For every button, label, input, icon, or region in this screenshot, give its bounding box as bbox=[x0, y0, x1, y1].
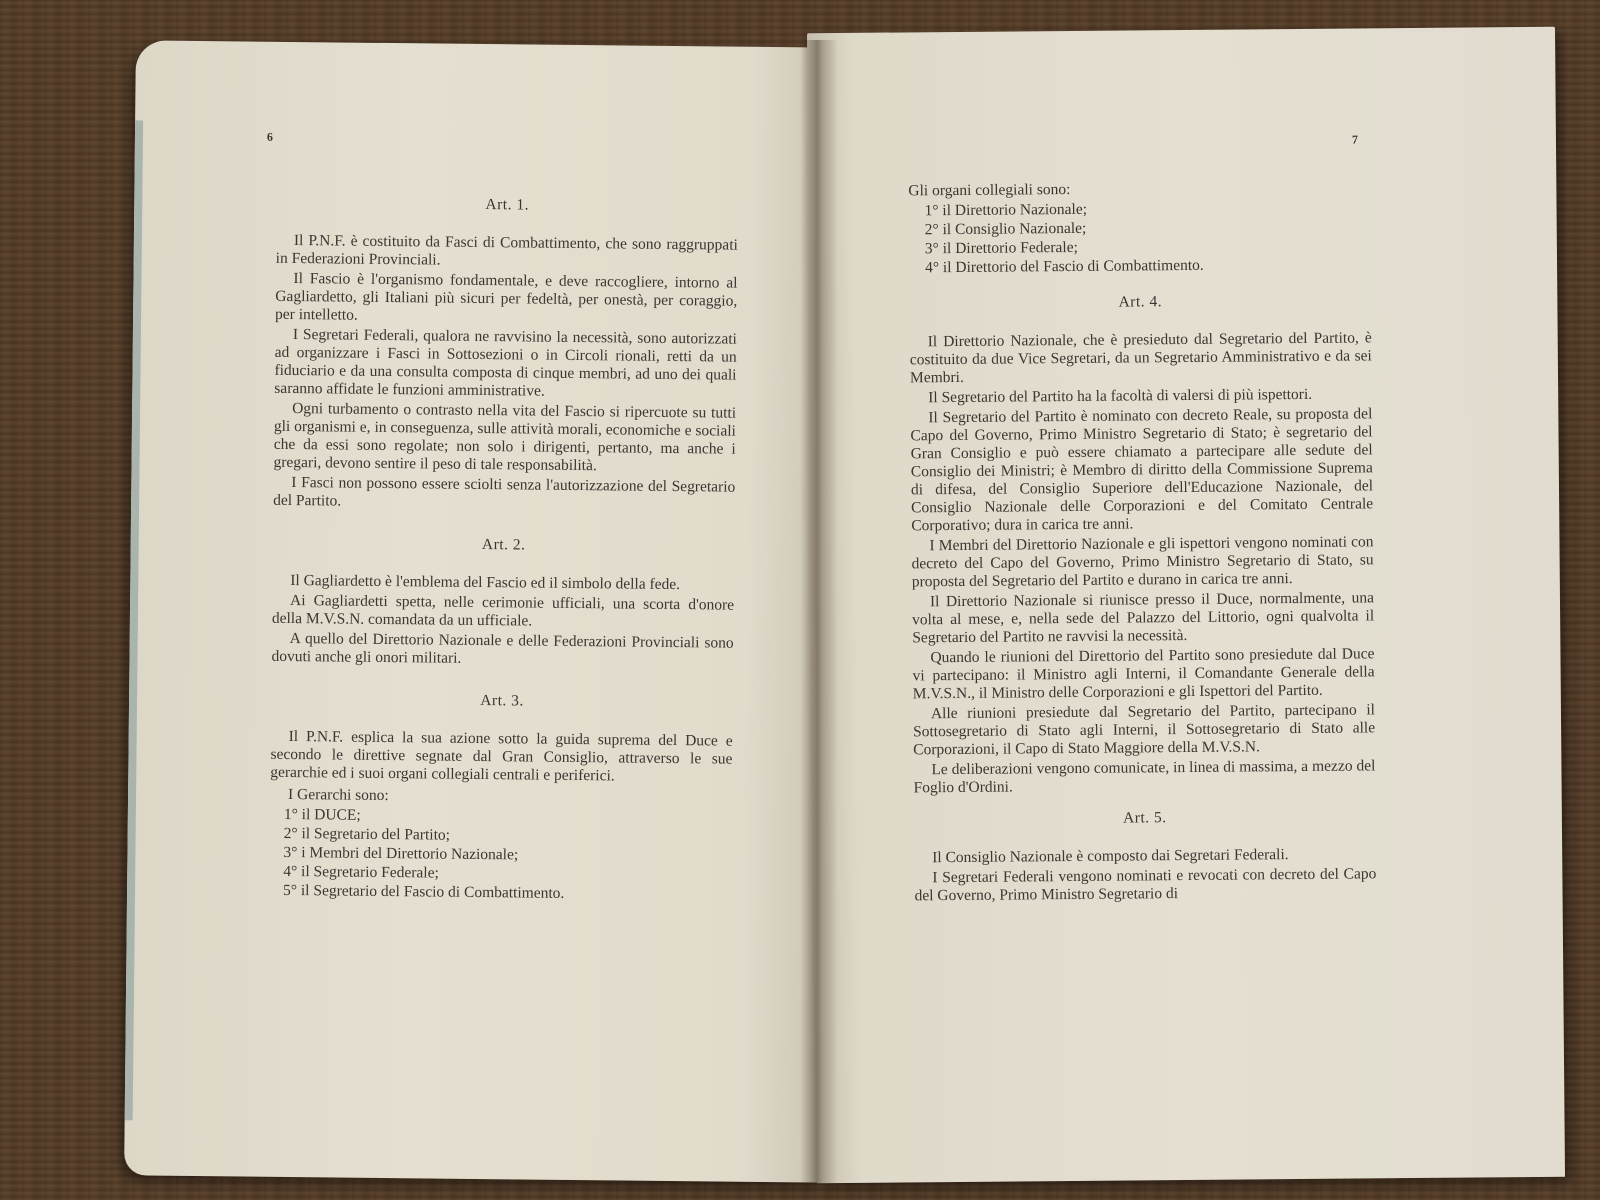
article-heading: Art. 3. bbox=[480, 692, 524, 710]
paragraph: I Segretari Federali, qualora ne ravvisino la necessità, sono autorizzati ad organizzare i Fasci in Sottosezioni o in Circoli rionali, retti da un fiduciario e da una consulta composta di cinque membri, ad uno dei quali saranno affidate le funzioni amministrative. bbox=[274, 326, 737, 400]
paragraph: A quello del Direttorio Nazionale e delle Federazioni Provinciali sono dovuti anche gli onori militari. bbox=[271, 630, 734, 667]
paragraph: Il Fascio è l'organismo fondamentale, e deve raccogliere, intorno al Gagliardetto, gli Italiani più sicuri per fedeltà, per onestà, per coraggio, per intelletto. bbox=[275, 270, 738, 324]
paragraph: Il Gagliardetto è l'emblema del Fascio ed il simbolo della fede. bbox=[290, 572, 681, 594]
paragraph: Il Segretario del Partito è nominato con decreto Reale, su proposta del Capo del Governo, Primo Ministro Segretario di Stato; è segretario del Gran Consiglio e può essere chiamato a partecipare alle sedute del Consiglio dei Ministri; è Membro di diritto della Commissione Suprema di difesa, del Consiglio Superiore dell'Educazione Nazionale, del Consiglio Nazionale delle Corporazioni e del Comitato Centrale Corporativo; dura in carica tre anni. bbox=[910, 405, 1374, 535]
list-item: 1° il Direttorio Nazionale; bbox=[924, 200, 1088, 220]
right-page bbox=[807, 27, 1565, 1183]
gerarchi-list bbox=[269, 806, 732, 905]
paragraph: Il Direttorio Nazionale, che è presieduto dal Segretario del Partito, è costituito da due Vice Segretari, da un Segretario Amministrativo e da sei Membri. bbox=[909, 329, 1372, 387]
article-heading: Art. 5. bbox=[1123, 809, 1167, 827]
paragraph: I Membri del Direttorio Nazionale e gli ispettori vengono nominati con decreto del Capo del Governo, Primo Ministro Segretario di Stato, su proposta del Segretario del Partito e durano in carica tre anni. bbox=[911, 533, 1374, 591]
paragraph: Ai Gagliardetti spetta, nelle cerimonie ufficiali, una scorta d'onore della M.V.S.N. comandata da un ufficiale. bbox=[271, 592, 735, 630]
paragraph: Quando le riunioni del Direttorio del Partito sono presiedute dal Duce vi partecipano: il Ministro agli Interni, il Comandante Generale della M.V.S.N., il Ministro delle Corporazioni e gli Ispettori del Partito. bbox=[912, 645, 1375, 703]
list-item: 4° il Segretario Federale; bbox=[283, 862, 439, 882]
paragraph: Il Direttorio Nazionale si riunisce presso il Duce, normalmente, una volta al mese, e, nella sede del Palazzo del Littorio, ogni qualvolta il Segretario del Partito ne ravvisi la necessità. bbox=[912, 589, 1375, 647]
paragraph: Il Consiglio Nazionale è composto dai Segretari Federali. bbox=[932, 846, 1289, 867]
list-item: 2° il Consiglio Nazionale; bbox=[924, 219, 1087, 239]
list-item: 4° il Direttorio del Fascio di Combattimento. bbox=[924, 256, 1204, 277]
paragraph: Il P.N.F. è costituito da Fasci di Combattimento, che sono raggruppati in Federazioni Provinciali. bbox=[275, 232, 738, 269]
book-gutter bbox=[800, 40, 838, 1185]
paragraph: I Fasci non possono essere sciolti senza l'autorizzazione del Segretario del Partito. bbox=[273, 474, 736, 510]
list-item: 2° il Segretario del Partito; bbox=[283, 824, 451, 844]
list-item: 1° il DUCE; bbox=[283, 805, 361, 824]
page-number: 6 bbox=[266, 129, 274, 144]
list-item: 5° il Segretario del Fascio di Combattimento. bbox=[282, 881, 565, 902]
paragraph: Le deliberazioni vengono comunicate, in linea di massima, a mezzo del Foglio d'Ordini. bbox=[913, 757, 1376, 797]
paragraph: I Segretari Federali vengono nominati e revocati con decreto del Capo del Governo, Primo Ministro Segretario di bbox=[914, 865, 1377, 905]
paragraph: Il Segretario del Partito ha la facoltà di valersi di più ispettori. bbox=[928, 385, 1313, 407]
list-item: 3° i Membri del Direttorio Nazionale; bbox=[283, 843, 519, 864]
organi-intro: Gli organi collegiali sono: bbox=[908, 180, 1071, 200]
left-text-column bbox=[269, 182, 739, 906]
organi-list bbox=[908, 198, 1371, 277]
paragraph: Ogni turbamento o contrasto nella vita del Fascio si ripercuote su tutti gli organismi e, in conseguenza, sulle attività morali, economiche e sociali che da essi sono regolate; non solo i dirigenti, pertanto, ma anche i gregari, devono sentire il peso di tale responsabilità. bbox=[273, 400, 737, 475]
left-page bbox=[124, 40, 836, 1182]
gerarchi-intro: I Gerarchi sono: bbox=[287, 786, 389, 805]
right-text-column bbox=[908, 178, 1376, 907]
paragraph: Il P.N.F. esplica la sua azione sotto la guida suprema del Duce e secondo le direttive segnate dal Gran Consiglio, attraverso le sue gerarchie ed i suoi organi collegiali centrali e periferici. bbox=[270, 728, 733, 785]
list-item: 3° il Direttorio Federale; bbox=[924, 238, 1078, 258]
paragraph: Alle riunioni presiedute dal Segretario del Partito, partecipano il Sottosegretario di Stato agli Interni, il Sottosegretario di Stato alle Corporazioni, il Capo di Stato Maggiore della M.V.S.N. bbox=[913, 701, 1376, 759]
page-number: 7 bbox=[1351, 132, 1359, 147]
article-heading: Art. 4. bbox=[1118, 293, 1163, 311]
article-heading: Art. 2. bbox=[481, 536, 526, 554]
article-heading: Art. 1. bbox=[485, 196, 530, 214]
